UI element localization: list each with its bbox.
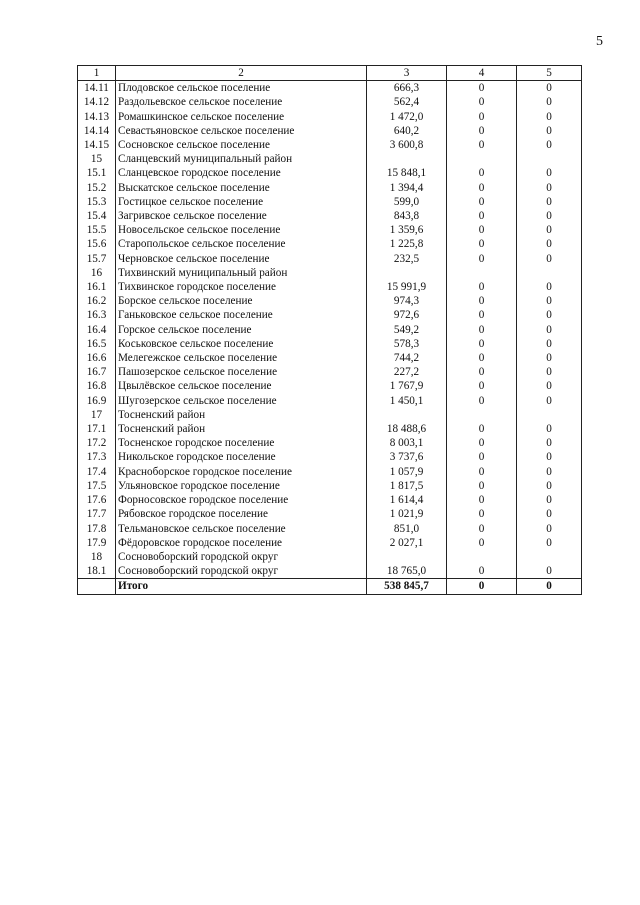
row-col4: 0 [447,323,517,337]
row-col4: 0 [447,95,517,109]
row-col4: 0 [447,166,517,180]
row-col5: 0 [517,479,582,493]
row-col5: 0 [517,280,582,294]
table-row [78,308,582,322]
row-amount: 227,2 [367,365,447,379]
row-code: 14.15 [78,138,116,152]
row-name: Цвылёвское сельское поселение [116,379,367,393]
row-col5: 0 [517,323,582,337]
table-row [78,280,582,294]
row-amount: 15 848,1 [367,166,447,180]
row-code: 16.3 [78,308,116,322]
total-label: Итого [116,579,367,594]
row-amount: 18 765,0 [367,564,447,579]
table-row [78,166,582,180]
row-name: Сланцевское городское поселение [116,166,367,180]
table-row [78,351,582,365]
row-code: 16 [78,266,116,280]
row-col4: 0 [447,252,517,266]
row-code: 15.1 [78,166,116,180]
row-col5: 0 [517,365,582,379]
row-amount: 3 600,8 [367,138,447,152]
row-col4: 0 [447,138,517,152]
row-col5: 0 [517,181,582,195]
row-col4: 0 [447,351,517,365]
row-col4: 0 [447,237,517,251]
table-body [78,81,582,579]
row-col5: 0 [517,507,582,521]
table-row [78,522,582,536]
row-col5: 0 [517,337,582,351]
row-col4: 0 [447,124,517,138]
row-col4: 0 [447,536,517,550]
row-col4: 0 [447,394,517,408]
table-row [78,294,582,308]
row-amount: 1 472,0 [367,110,447,124]
row-col4 [447,550,517,564]
header-col-3: 3 [367,66,447,81]
row-col4: 0 [447,379,517,393]
table-row [78,507,582,521]
row-amount: 1 021,9 [367,507,447,521]
row-col5: 0 [517,536,582,550]
row-name: Выскатское сельское поселение [116,181,367,195]
row-col5: 0 [517,95,582,109]
row-col4: 0 [447,280,517,294]
header-col-1: 1 [78,66,116,81]
row-name: Горское сельское поселение [116,323,367,337]
row-amount: 549,2 [367,323,447,337]
table-header [78,66,582,81]
row-col5: 0 [517,308,582,322]
row-name: Ромашкинское сельское поселение [116,110,367,124]
row-code: 15.5 [78,223,116,237]
row-col4 [447,266,517,280]
row-name: Мелегежское сельское поселение [116,351,367,365]
table-row [78,394,582,408]
row-amount: 1 359,6 [367,223,447,237]
row-code: 15.6 [78,237,116,251]
table-row [78,536,582,550]
row-name: Тихвинский муниципальный район [116,266,367,280]
row-col5 [517,152,582,166]
row-col4: 0 [447,223,517,237]
row-amount: 972,6 [367,308,447,322]
row-name: Никольское городское поселение [116,450,367,464]
row-amount: 3 737,6 [367,450,447,464]
row-col4: 0 [447,195,517,209]
total-row [78,579,582,594]
row-code: 14.12 [78,95,116,109]
row-code: 15.7 [78,252,116,266]
row-col5: 0 [517,294,582,308]
row-col5: 0 [517,252,582,266]
table-row [78,81,582,96]
row-col4: 0 [447,181,517,195]
row-code: 17.9 [78,536,116,550]
row-code: 14.13 [78,110,116,124]
row-name: Сосновоборский городской округ [116,564,367,579]
table-row [78,564,582,579]
row-col4: 0 [447,209,517,223]
header-col-2: 2 [116,66,367,81]
row-name: Плодовское сельское поселение [116,81,367,96]
row-code: 16.8 [78,379,116,393]
table-row [78,365,582,379]
row-col5: 0 [517,564,582,579]
row-amount [367,408,447,422]
table-row [78,95,582,109]
row-code: 16.2 [78,294,116,308]
row-amount: 2 027,1 [367,536,447,550]
row-amount [367,550,447,564]
total-amount: 538 845,7 [367,579,447,594]
row-code: 16.6 [78,351,116,365]
row-name: Сланцевский муниципальный район [116,152,367,166]
row-col5: 0 [517,379,582,393]
table-row [78,138,582,152]
row-col4: 0 [447,308,517,322]
row-name: Пашозерское сельское поселение [116,365,367,379]
row-name: Коськовское сельское поселение [116,337,367,351]
row-amount: 1 450,1 [367,394,447,408]
row-code: 15.3 [78,195,116,209]
row-code: 16.1 [78,280,116,294]
table-row [78,181,582,195]
row-col5: 0 [517,166,582,180]
row-code: 15.4 [78,209,116,223]
row-col4: 0 [447,564,517,579]
row-name: Севастьяновское сельское поселение [116,124,367,138]
row-col5: 0 [517,450,582,464]
row-name: Тосненский район [116,408,367,422]
table-row [78,422,582,436]
row-col4: 0 [447,450,517,464]
row-col5: 0 [517,436,582,450]
row-amount: 666,3 [367,81,447,96]
row-name: Тихвинское городское поселение [116,280,367,294]
row-col5: 0 [517,138,582,152]
row-amount: 562,4 [367,95,447,109]
row-col4: 0 [447,337,517,351]
row-col5: 0 [517,522,582,536]
table-row [78,237,582,251]
row-amount: 232,5 [367,252,447,266]
row-code: 16.5 [78,337,116,351]
row-name: Новосельское сельское поселение [116,223,367,237]
table-row [78,223,582,237]
row-amount: 974,3 [367,294,447,308]
row-name: Форносовское городское поселение [116,493,367,507]
row-code: 18 [78,550,116,564]
row-col5: 0 [517,465,582,479]
total-col5: 0 [517,579,582,594]
row-amount: 599,0 [367,195,447,209]
table-row [78,252,582,266]
table-row [78,379,582,393]
row-amount: 1 057,9 [367,465,447,479]
header-col-4: 4 [447,66,517,81]
page-number: 5 [596,34,603,49]
row-code: 17.1 [78,422,116,436]
row-code: 17.2 [78,436,116,450]
row-col4 [447,152,517,166]
row-col4 [447,408,517,422]
header-col-5: 5 [517,66,582,81]
row-col4: 0 [447,422,517,436]
row-col5: 0 [517,110,582,124]
row-code: 14.11 [78,81,116,96]
row-amount: 1 394,4 [367,181,447,195]
table-row [78,550,582,564]
row-amount: 18 488,6 [367,422,447,436]
row-col4: 0 [447,479,517,493]
row-name: Ганьковское сельское поселение [116,308,367,322]
table-row [78,195,582,209]
row-name: Тосненский район [116,422,367,436]
row-col4: 0 [447,365,517,379]
row-name: Гостицкое сельское поселение [116,195,367,209]
row-col5: 0 [517,223,582,237]
row-col5: 0 [517,81,582,96]
row-col4: 0 [447,436,517,450]
row-col4: 0 [447,110,517,124]
row-amount [367,152,447,166]
row-col4: 0 [447,507,517,521]
row-name: Старопольское сельское поселение [116,237,367,251]
row-col5 [517,266,582,280]
row-code: 16.9 [78,394,116,408]
table-row [78,408,582,422]
row-col4: 0 [447,81,517,96]
row-name: Загривское сельское поселение [116,209,367,223]
row-code: 15.2 [78,181,116,195]
row-col5: 0 [517,237,582,251]
row-code: 16.4 [78,323,116,337]
row-code: 14.14 [78,124,116,138]
row-code: 17 [78,408,116,422]
row-col5: 0 [517,351,582,365]
table-row [78,110,582,124]
table-row [78,266,582,280]
row-name: Тельмановское сельское поселение [116,522,367,536]
row-col5: 0 [517,394,582,408]
row-code: 17.8 [78,522,116,536]
row-code: 17.3 [78,450,116,464]
row-col5 [517,550,582,564]
table-row [78,124,582,138]
row-name: Фёдоровское городское поселение [116,536,367,550]
row-code: 17.6 [78,493,116,507]
row-col4: 0 [447,522,517,536]
row-code: 15 [78,152,116,166]
row-col4: 0 [447,465,517,479]
row-code: 16.7 [78,365,116,379]
table-row [78,436,582,450]
row-amount: 843,8 [367,209,447,223]
table-row [78,450,582,464]
row-code: 17.7 [78,507,116,521]
row-name: Шугозерское сельское поселение [116,394,367,408]
row-amount: 8 003,1 [367,436,447,450]
row-name: Сосновское сельское поселение [116,138,367,152]
table-row [78,209,582,223]
table-row [78,337,582,351]
row-col4: 0 [447,294,517,308]
row-code: 17.4 [78,465,116,479]
row-amount: 851,0 [367,522,447,536]
row-amount: 1 614,4 [367,493,447,507]
row-col5: 0 [517,422,582,436]
row-name: Рябовское городское поселение [116,507,367,521]
row-amount: 640,2 [367,124,447,138]
row-amount: 1 767,9 [367,379,447,393]
row-col4: 0 [447,493,517,507]
table-row [78,465,582,479]
row-name: Черновское сельское поселение [116,252,367,266]
row-code: 17.5 [78,479,116,493]
table-row [78,152,582,166]
total-col4: 0 [447,579,517,594]
table-row [78,323,582,337]
table-row [78,479,582,493]
row-name: Сосновоборский городской округ [116,550,367,564]
row-name: Тосненское городское поселение [116,436,367,450]
row-amount: 15 991,9 [367,280,447,294]
row-amount: 1 817,5 [367,479,447,493]
row-col5: 0 [517,124,582,138]
row-col5: 0 [517,493,582,507]
row-name: Ульяновское городское поселение [116,479,367,493]
row-amount: 744,2 [367,351,447,365]
row-name: Раздольевское сельское поселение [116,95,367,109]
row-col5: 0 [517,209,582,223]
allocation-table [77,65,582,595]
row-name: Красноборское городское поселение [116,465,367,479]
row-name: Борское сельское поселение [116,294,367,308]
table-row [78,493,582,507]
row-col5: 0 [517,195,582,209]
total-code-cell [78,579,116,594]
row-col5 [517,408,582,422]
row-amount [367,266,447,280]
row-code: 18.1 [78,564,116,579]
row-amount: 1 225,8 [367,237,447,251]
row-amount: 578,3 [367,337,447,351]
